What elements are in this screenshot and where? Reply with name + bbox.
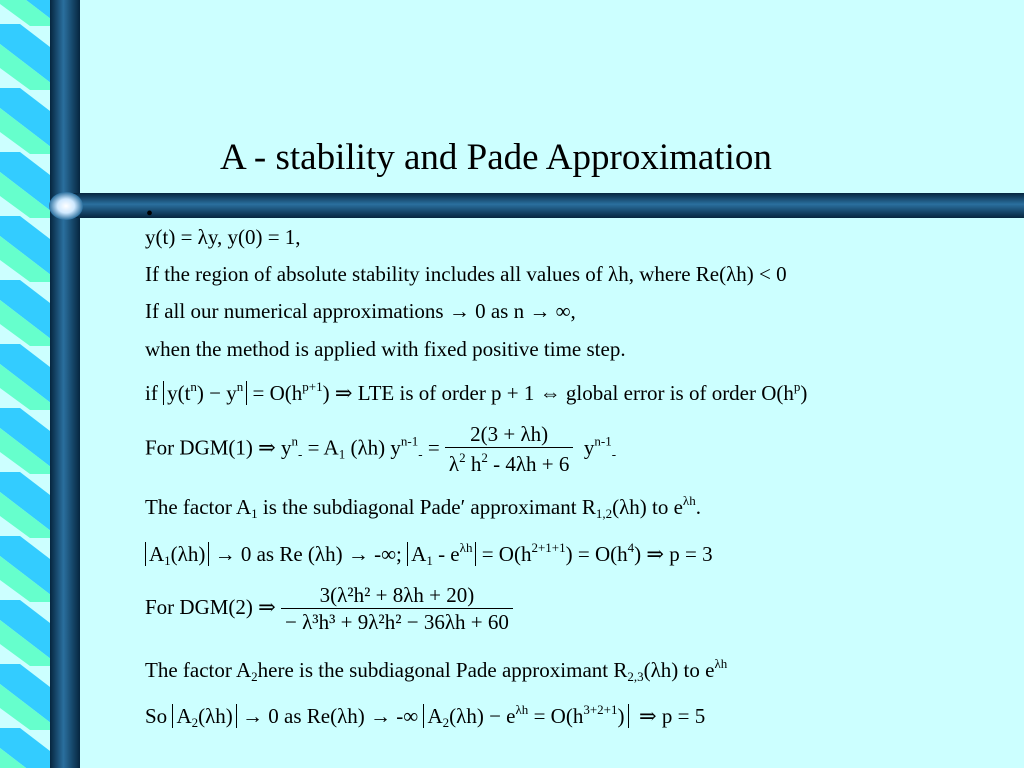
dgm1-equation: For DGM(1) ⇒ $y^n_- = A_1$ (λh) $y^{n-1}_-$ = $\frac{2(3 + \lambda h)}{\lambda^2 h^2 - 4\lambda h + 6}$ $y^{n-1}_-$ — [145, 422, 617, 476]
dgm1-fraction: $\frac{2(3 + \lambda h)}{\lambda^2 h^2 - 4\lambda h + 6}$ — [445, 424, 573, 475]
dgm2-equation: For DGM(2) ⇒ $\frac{\text{3(λ²h² + 8λh + 20)}}{\text{− λ³h³ + 9λ²h² − 36λh + 60}}$ — [145, 585, 513, 633]
factor-a1-text: The factor $A_1$ is the subdiagonal Padeʹ approximant $R_{1,2}(\lambda h)$ to $e^{\lambda h}$. — [145, 493, 701, 521]
time-step-text: when the method is applied with fixed positive time step. — [145, 337, 626, 361]
vertical-bar — [50, 0, 80, 768]
factor-a2-text: The factor $A_2here$ is the subdiagonal Pade approximant $R_{2,3}(\lambda h)$ to $e^{\lambda h}$ — [145, 656, 728, 684]
a2-limit-statement: So $A_2(\lambda h) \to 0$ as Re(λh) → -∞ $A_2(\lambda h) - e^{\lambda h} = O(h^{3+2+1})$ ⇒ p = 5 — [145, 702, 706, 730]
a1-limit-statement: $A_1(\lambda h) \to 0$ as Re (λh) → -∞; $A_1 - e^{\lambda h} = O(h^{2+1+1}) = O(h^4)$ ⇒ p = 3 — [145, 541, 713, 567]
bullet-dot: • — [146, 203, 154, 225]
ode-definition: y(t) = λy, y(0) = 1, — [145, 225, 301, 249]
slide-title: A - stability and Pade Approximation — [220, 137, 772, 178]
stability-region-text: If the region of absolute stability includes all values of λh, where Re(λh) < 0 — [145, 262, 787, 286]
dgm2-fraction: $\frac{\text{3(λ²h² + 8λh + 20)}}{\text{− λ³h³ + 9λ²h² − 36λh + 60}}$ — [281, 585, 513, 633]
approximation-text: If all our numerical approximations → 0 as n → ∞, — [145, 299, 576, 323]
horizontal-bar — [62, 193, 1024, 218]
lte-statement: if $y(t^n) - y^n = O(h^{p+1})$ ⇒ LTE is of order p + 1 ⇔ global error is of order $O(h^p)$ — [145, 379, 808, 405]
bar-knob — [49, 192, 83, 220]
